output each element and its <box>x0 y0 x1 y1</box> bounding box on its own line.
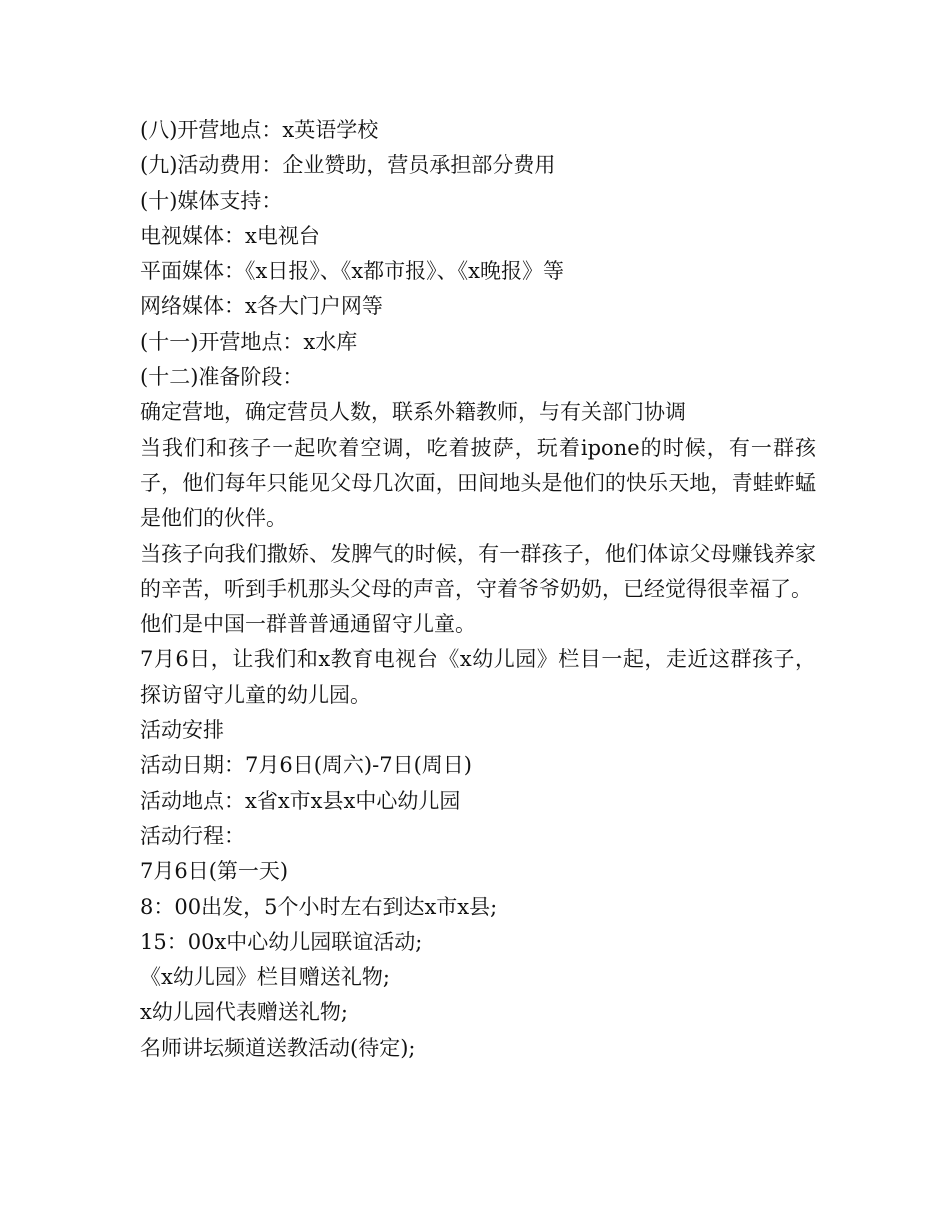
text-line: x幼儿园代表赠送礼物; <box>140 1000 348 1025</box>
document-body <box>140 113 816 1066</box>
text-line: (十)媒体支持： <box>140 188 283 213</box>
paragraph: 7月6日，让我们和x教育电视台《x幼儿园》栏目一起，走近这群孩子，探访留守儿童的幼儿园。 <box>140 647 816 707</box>
text-line: (十二)准备阶段： <box>140 365 304 390</box>
section-heading: 活动安排 <box>140 718 224 743</box>
text-line: 7月6日(第一天) <box>140 859 289 884</box>
text-line: 他们是中国一群普普通通留守儿童。 <box>140 612 476 637</box>
text-line: (九)活动费用：企业赞助，营员承担部分费用 <box>140 153 556 178</box>
paragraph: 当我们和孩子一起吹着空调，吃着披萨，玩着ipone的时候，有一群孩子，他们每年只能见父母几次面，田间地头是他们的快乐天地，青蛙蚱蜢是他们的伙伴。 <box>140 435 816 531</box>
text-line: 网络媒体：x各大门户网等 <box>140 294 383 319</box>
text-line: 15：00x中心幼儿园联谊活动; <box>140 929 423 954</box>
paragraph: 当孩子向我们撒娇、发脾气的时候，有一群孩子，他们体谅父母赚钱养家的辛苦，听到手机那头父母的声音，守着爷爷奶奶，已经觉得很幸福了。 <box>140 541 816 601</box>
text-line: 活动日期：7月6日(周六)-7日(周日) <box>140 753 472 778</box>
text-line: 活动行程： <box>140 823 245 848</box>
text-line: 电视媒体：x电视台 <box>140 223 320 248</box>
text-line: 名师讲坛频道送教活动(待定); <box>140 1035 416 1060</box>
text-line: 确定营地，确定营员人数，联系外籍教师，与有关部门协调 <box>140 400 686 425</box>
text-line: (十一)开营地点：x水库 <box>140 329 358 354</box>
text-line: 平面媒体：《x日报》、《x都市报》、《x晚报》等 <box>140 259 565 284</box>
text-line: 活动地点：x省x市x县x中心幼儿园 <box>140 788 461 813</box>
text-line: 《x幼儿园》栏目赠送礼物; <box>140 965 390 990</box>
text-line: 8：00出发，5个小时左右到达x市x县; <box>140 894 498 919</box>
text-line: (八)开营地点：x英语学校 <box>140 118 379 142</box>
